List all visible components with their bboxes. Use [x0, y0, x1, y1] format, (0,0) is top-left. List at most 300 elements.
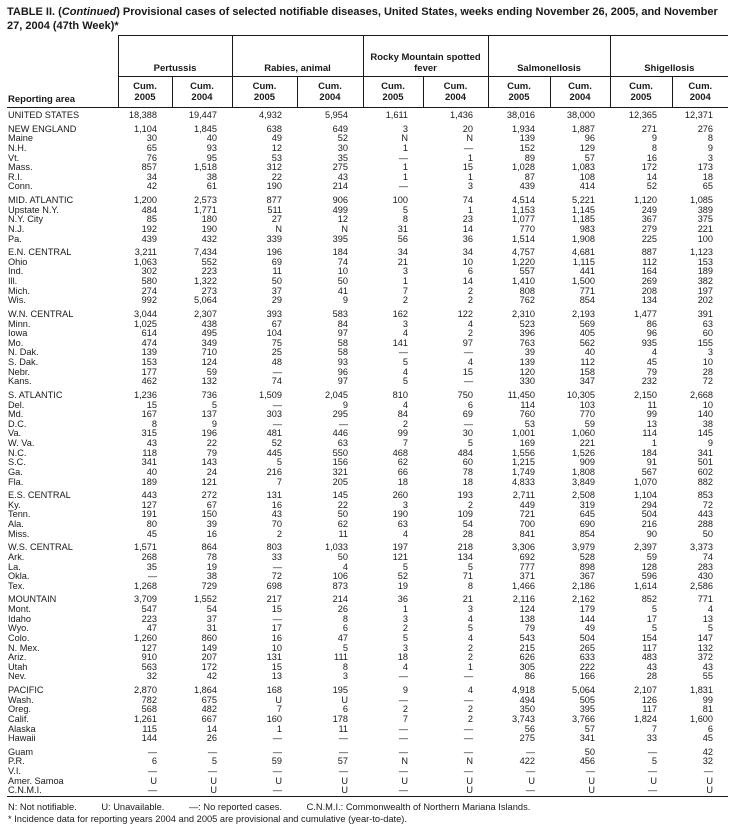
value-cell: 60	[462, 458, 474, 468]
value-cell: 30	[146, 134, 157, 144]
value-cell: 7	[402, 714, 408, 724]
value-cell: 9	[402, 685, 408, 695]
value-cell: 30	[462, 429, 474, 439]
value-cell: 11	[272, 267, 282, 277]
value-cell: 32	[146, 672, 157, 682]
value-cell: 114	[642, 429, 658, 439]
value-cell: 760	[519, 410, 536, 420]
table-row	[7, 377, 728, 387]
value-cell: 6	[151, 757, 157, 767]
value-cell: 196	[201, 429, 217, 439]
value-cell: —	[398, 724, 408, 734]
value-cell: 16	[271, 500, 282, 510]
table-row	[7, 348, 728, 358]
value-cell: 155	[697, 338, 714, 348]
value-cell: 5,221	[572, 195, 596, 205]
value-cell: 12	[271, 143, 282, 153]
value-cell: 1,200	[134, 195, 157, 205]
value-cell: 1,025	[134, 319, 157, 329]
table-row	[7, 572, 728, 582]
value-cell: 5	[467, 624, 474, 634]
value-cell: 2	[467, 286, 474, 296]
group-header-rocky-mountain-spotted-fever: Rocky Mountain spotted fever	[363, 36, 488, 77]
value-cell: 15	[271, 605, 282, 614]
value-cell: —	[585, 767, 596, 776]
value-cell: —	[463, 672, 474, 682]
value-cell: 341	[697, 448, 714, 458]
reporting-area-cell: Pa.	[8, 234, 22, 244]
value-cell: 72	[702, 377, 714, 387]
value-cell: 72	[271, 572, 282, 582]
value-cell: 35	[337, 153, 348, 163]
value-cell: —	[525, 786, 536, 796]
value-cell: 9	[342, 296, 348, 306]
value-cell: —	[398, 348, 408, 358]
value-cell: —	[272, 562, 282, 572]
reporting-area-cell: MOUNTAIN	[8, 594, 57, 605]
page-title	[7, 6, 728, 33]
value-cell: U	[650, 776, 658, 786]
table-row	[7, 358, 728, 368]
value-cell: 736	[201, 389, 217, 400]
value-cell: —	[147, 746, 157, 757]
value-cell: 97	[462, 338, 474, 348]
value-cell: 909	[579, 458, 596, 468]
value-cell: 127	[141, 643, 157, 653]
reporting-area-cell: Hawaii	[8, 734, 36, 744]
value-cell: 17	[646, 614, 658, 624]
reporting-area-cell: Colo.	[8, 633, 30, 643]
value-cell: 330	[519, 377, 536, 387]
value-cell: 9	[707, 143, 714, 153]
value-cell: 992	[141, 296, 157, 306]
value-cell: 462	[141, 377, 157, 387]
value-cell: 276	[697, 123, 714, 134]
value-cell: 3	[402, 614, 408, 624]
value-cell: 132	[697, 643, 714, 653]
value-cell: 1,410	[512, 277, 536, 286]
value-cell: 569	[579, 319, 596, 329]
value-cell: 367	[641, 215, 658, 225]
table-row	[7, 121, 728, 135]
value-cell: 74	[271, 377, 282, 387]
value-cell: 1,145	[572, 205, 596, 215]
value-cell: 667	[201, 714, 217, 724]
value-cell: 1,934	[512, 123, 536, 134]
value-cell: 169	[519, 439, 536, 448]
value-cell: 62	[337, 520, 348, 529]
value-cell: 152	[519, 143, 536, 153]
value-cell: 132	[201, 377, 217, 387]
group-header-row	[7, 36, 728, 77]
reporting-area-cell: E.S. CENTRAL	[8, 490, 71, 501]
value-cell: 10,305	[566, 389, 596, 400]
value-cell: 38,000	[566, 110, 596, 120]
value-cell: 208	[641, 286, 658, 296]
value-cell: 10	[462, 257, 474, 267]
value-cell: 55	[702, 672, 714, 682]
value-cell: —	[463, 377, 474, 387]
value-cell: 6	[467, 267, 474, 277]
value-cell: U	[706, 776, 714, 786]
value-cell: 79	[646, 367, 658, 377]
reporting-area-cell: Tex.	[8, 581, 25, 591]
value-cell: 79	[206, 448, 217, 458]
value-cell: 33	[646, 734, 658, 744]
value-cell: 121	[392, 552, 408, 562]
value-cell: 74	[702, 552, 714, 562]
value-cell: 583	[332, 308, 348, 319]
value-cell: 11	[647, 400, 658, 410]
value-cell: 134	[457, 552, 474, 562]
table-row	[7, 306, 728, 320]
value-cell: 84	[397, 410, 408, 420]
value-cell: —	[647, 746, 658, 757]
table-row	[7, 582, 728, 592]
value-cell: —	[272, 614, 282, 624]
value-cell: 6	[467, 400, 474, 410]
table-row	[7, 672, 728, 682]
value-cell: 3	[342, 672, 348, 682]
value-cell: 9	[707, 439, 714, 448]
reporting-area-cell: Tenn.	[8, 510, 31, 520]
value-cell: 225	[641, 234, 658, 244]
column-header-cum-2005: Cum. 2005	[363, 77, 423, 108]
value-cell: 4,918	[512, 685, 536, 695]
value-cell: —	[272, 734, 282, 744]
table-row	[7, 244, 728, 258]
value-cell: 67	[271, 319, 282, 329]
value-cell: 193	[457, 490, 474, 501]
value-cell: 34	[146, 172, 157, 182]
reporting-area-cell: Wis.	[8, 296, 26, 306]
table-row	[7, 487, 728, 501]
value-cell: 649	[332, 123, 348, 134]
value-cell: 614	[141, 329, 157, 339]
table-row	[7, 663, 728, 673]
value-cell: 580	[141, 277, 157, 286]
value-cell: 36	[397, 594, 408, 605]
column-header-cum-2004: Cum. 2004	[423, 77, 488, 108]
value-cell: 15	[462, 367, 474, 377]
table-row	[7, 163, 728, 173]
value-cell: 2,573	[194, 195, 217, 205]
value-cell: 405	[579, 329, 596, 339]
value-cell: 21	[397, 257, 408, 267]
value-cell: 16	[206, 529, 217, 539]
value-cell: 38	[702, 419, 714, 429]
value-cell: 78	[206, 552, 217, 562]
value-cell: 179	[579, 605, 596, 614]
value-cell: 100	[392, 195, 408, 205]
value-cell: —	[272, 367, 282, 377]
value-cell: 11	[338, 529, 348, 539]
value-cell: 504	[641, 510, 658, 520]
value-cell: 260	[392, 490, 408, 501]
value-cell: 87	[524, 172, 536, 182]
value-cell: 4,757	[512, 247, 536, 258]
value-cell: 40	[584, 348, 596, 358]
value-cell: 645	[579, 510, 596, 520]
value-cell: —	[647, 767, 658, 776]
value-cell: 158	[579, 367, 596, 377]
value-cell: 72	[702, 500, 714, 510]
value-cell: 126	[641, 695, 658, 705]
value-cell: 468	[392, 448, 408, 458]
value-cell: 523	[519, 319, 536, 329]
value-cell: 1,509	[259, 389, 282, 400]
value-cell: 53	[271, 153, 282, 163]
value-cell: —	[398, 734, 408, 744]
value-cell: 15	[146, 400, 157, 410]
value-cell: U	[341, 786, 348, 796]
value-cell: 60	[702, 329, 714, 339]
group-header-rabies-animal: Rabies, animal	[232, 36, 363, 77]
value-cell: —	[463, 143, 474, 153]
value-cell: 698	[266, 581, 282, 591]
value-cell: 36	[462, 234, 474, 244]
value-cell: 596	[641, 572, 658, 582]
table-row	[7, 144, 728, 154]
value-cell: 106	[332, 572, 348, 582]
value-cell: 6	[342, 624, 348, 634]
value-cell: 1,153	[512, 205, 536, 215]
value-cell: 4	[707, 605, 714, 614]
value-cell: 2,668	[690, 389, 714, 400]
value-cell: 288	[697, 520, 714, 529]
value-cell: 50	[271, 277, 282, 286]
footnotes	[7, 801, 728, 825]
value-cell: 528	[579, 552, 596, 562]
value-cell: —	[463, 348, 474, 358]
value-cell: 339	[266, 234, 282, 244]
value-cell: 803	[266, 542, 282, 553]
reporting-area-cell: R.I.	[8, 172, 23, 182]
value-cell: 4	[467, 633, 474, 643]
column-header-cum-2004: Cum. 2004	[172, 77, 232, 108]
footnote-cnmi: C.N.M.I.: Commonwealth of Northern Mariana Islands.	[306, 801, 531, 812]
value-cell: U	[210, 776, 217, 786]
value-cell: 97	[337, 377, 348, 387]
value-cell: 504	[579, 633, 596, 643]
table-row	[7, 715, 728, 725]
value-cell: 70	[271, 520, 282, 529]
reporting-area-cell: Ky.	[8, 500, 21, 510]
value-cell: U	[401, 776, 408, 786]
value-cell: 18	[462, 477, 474, 487]
reporting-area-cell: C.N.M.I.	[8, 786, 42, 796]
value-cell: 5	[651, 605, 658, 614]
value-cell: 441	[579, 267, 596, 277]
table-row	[7, 644, 728, 654]
value-cell: 543	[519, 633, 536, 643]
value-cell: 8	[651, 143, 658, 153]
value-cell: 223	[201, 267, 217, 277]
value-cell: 275	[519, 734, 536, 744]
value-cell: 40	[206, 134, 217, 144]
reporting-area-cell: N.J.	[8, 224, 25, 234]
value-cell: 1,115	[572, 257, 596, 267]
value-cell: 414	[579, 182, 596, 192]
reporting-area-cell: Idaho	[8, 614, 31, 624]
value-cell: 371	[519, 572, 536, 582]
footnote-asterisk: * Incidence data for reporting years 2004 and 2005 are provisional and cumulative (year-to-date).	[8, 813, 407, 824]
value-cell: 873	[332, 581, 348, 591]
value-cell: 127	[141, 500, 157, 510]
column-header-cum-2005: Cum. 2005	[488, 77, 550, 108]
table-row	[7, 401, 728, 411]
value-cell: 729	[201, 581, 217, 591]
reporting-area-header: Reporting area	[7, 36, 118, 108]
table-row	[7, 410, 728, 420]
value-cell: 2,116	[512, 594, 536, 605]
value-cell: 3,849	[572, 477, 596, 487]
table-row	[7, 520, 728, 530]
value-cell: 315	[141, 429, 157, 439]
value-cell: 117	[642, 643, 658, 653]
value-cell: U	[275, 695, 282, 705]
value-cell: 2,162	[572, 594, 596, 605]
value-cell: 218	[457, 542, 474, 553]
value-cell: 96	[646, 329, 658, 339]
value-cell: 22	[337, 500, 348, 510]
value-cell: —	[398, 153, 408, 163]
value-cell: 57	[337, 757, 348, 767]
value-cell: 1,322	[194, 277, 217, 286]
value-cell: 1	[402, 163, 408, 173]
value-cell: 700	[519, 520, 536, 529]
value-cell: 50	[702, 529, 714, 539]
value-cell: 782	[141, 695, 157, 705]
value-cell: 63	[397, 520, 408, 529]
value-cell: 42	[702, 746, 714, 757]
value-cell: —	[147, 767, 157, 776]
value-cell: N	[341, 224, 348, 234]
value-cell: 857	[141, 163, 157, 173]
value-cell: U	[528, 776, 536, 786]
table-row	[7, 563, 728, 573]
value-cell: 7,434	[194, 247, 217, 258]
value-cell: 4	[402, 367, 408, 377]
value-cell: —	[207, 767, 217, 776]
value-cell: 2,150	[634, 389, 658, 400]
value-cell: 50	[337, 552, 348, 562]
reporting-area-cell: Okla.	[8, 572, 30, 582]
table-row	[7, 615, 728, 625]
value-cell: 42	[206, 672, 217, 682]
value-cell: 164	[641, 267, 658, 277]
value-cell: 1,600	[690, 714, 714, 724]
reporting-area-cell: Conn.	[8, 182, 33, 192]
value-cell: 347	[579, 377, 596, 387]
value-cell: 192	[141, 224, 157, 234]
value-cell: 61	[206, 182, 217, 192]
value-cell: 25	[271, 348, 282, 358]
footnote-u: U: Unavailable.	[101, 801, 165, 812]
table-row	[7, 329, 728, 339]
value-cell: 66	[397, 467, 408, 477]
reporting-area-cell: Calif.	[8, 714, 29, 724]
value-cell: 1,033	[325, 542, 348, 553]
value-cell: —	[398, 746, 408, 757]
value-cell: 190	[266, 182, 282, 192]
reporting-area-cell: N.C.	[8, 448, 27, 458]
value-cell: 80	[146, 520, 157, 529]
table-row	[7, 387, 728, 401]
value-cell: 197	[697, 286, 714, 296]
value-cell: 274	[141, 286, 157, 296]
table-row	[7, 478, 728, 488]
value-cell: 4,514	[512, 195, 536, 205]
value-cell: 58	[337, 338, 348, 348]
value-cell: 1,060	[572, 429, 596, 439]
value-cell: 43	[146, 439, 157, 448]
value-cell: 22	[206, 439, 217, 448]
value-cell: 4	[467, 614, 474, 624]
value-cell: 675	[201, 695, 217, 705]
reporting-area-cell: P.R.	[8, 757, 25, 767]
value-cell: 5	[211, 400, 217, 410]
value-cell: 29	[271, 296, 282, 306]
value-cell: 3,306	[512, 542, 536, 553]
value-cell: 810	[392, 389, 408, 400]
value-cell: 138	[519, 614, 536, 624]
value-cell: 17	[271, 624, 282, 634]
value-cell: 54	[462, 520, 474, 529]
value-cell: 8	[707, 134, 714, 144]
value-cell: —	[703, 767, 714, 776]
value-cell: 1,236	[134, 389, 157, 400]
value-cell: 4	[467, 685, 474, 695]
reporting-area-cell: E.N. CENTRAL	[8, 247, 72, 258]
value-cell: 7	[402, 439, 408, 448]
value-cell: 626	[519, 653, 536, 663]
title-part3: ) Provisional cases of selected notifiable diseases, United States, weeks ending November 26, 2005, and November 27, 2004 (47th Week)*	[7, 6, 718, 32]
column-header-cum-2005: Cum. 2005	[610, 77, 672, 108]
value-cell: 122	[457, 308, 474, 319]
value-cell: 1,268	[134, 581, 157, 591]
reporting-area-cell: Nev.	[8, 672, 27, 682]
value-cell: 4	[402, 529, 408, 539]
reporting-area-cell: W.N. CENTRAL	[8, 308, 74, 319]
value-cell: 84	[337, 319, 348, 329]
value-cell: 5	[402, 205, 408, 215]
value-cell: 563	[141, 662, 157, 672]
value-cell: 2,586	[690, 581, 714, 591]
value-cell: 96	[337, 367, 348, 377]
value-cell: 3	[467, 605, 474, 614]
value-cell: 3,766	[572, 714, 596, 724]
value-cell: —	[525, 767, 536, 776]
value-cell: 63	[702, 319, 714, 329]
reporting-area-cell: Mo.	[8, 338, 24, 348]
value-cell: N	[466, 134, 474, 144]
table-row	[7, 458, 728, 468]
value-cell: 34	[397, 247, 408, 258]
value-cell: 91	[646, 458, 658, 468]
column-header-cum-2005: Cum. 2005	[232, 77, 297, 108]
value-cell: 770	[519, 224, 536, 234]
value-cell: 1,824	[634, 714, 658, 724]
value-cell: 690	[579, 520, 596, 529]
value-cell: U	[275, 776, 282, 786]
table-row	[7, 192, 728, 206]
value-cell: 3	[402, 643, 408, 653]
value-cell: 9	[342, 400, 348, 410]
value-cell: 567	[641, 467, 658, 477]
reporting-area-cell: Fla.	[8, 477, 24, 487]
value-cell: 312	[266, 163, 282, 173]
